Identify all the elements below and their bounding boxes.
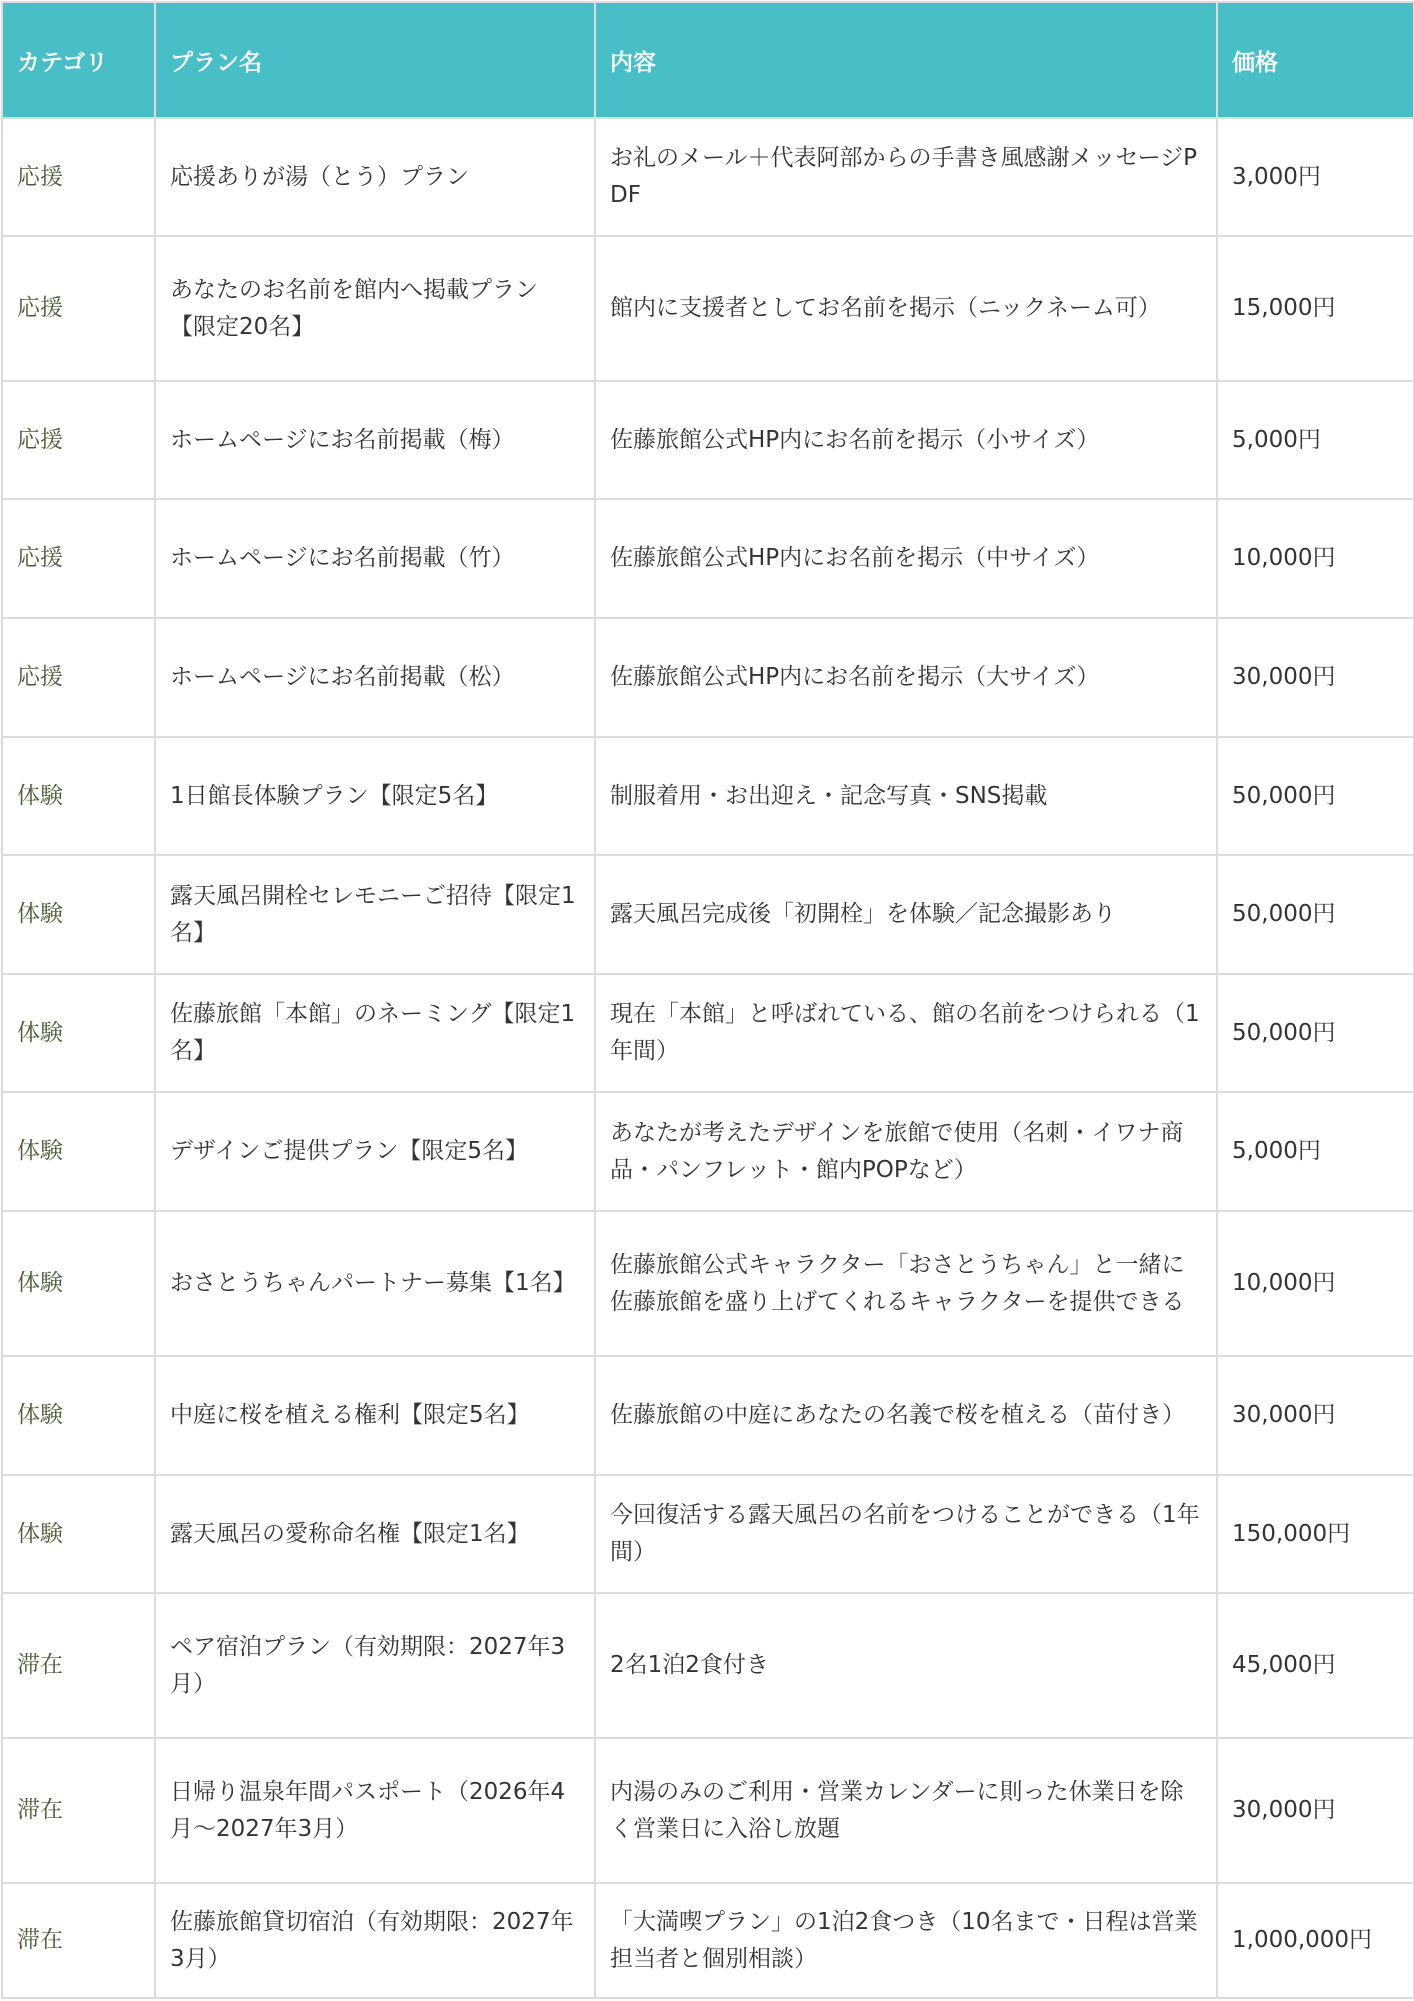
- table-row: [2, 974, 1414, 1092]
- cell-plan-name: おさとうちゃんパートナー募集【1名】: [155, 1211, 595, 1356]
- cell-category: 応援: [2, 618, 155, 737]
- cell-price: 5,000円: [1217, 1092, 1414, 1211]
- cell-category: 応援: [2, 381, 155, 499]
- cell-price: 15,000円: [1217, 236, 1414, 381]
- cell-description: 「大満喫プラン」の1泊2食つき（10名まで・日程は営業担当者と個別相談）: [595, 1883, 1217, 1998]
- table-row: [2, 737, 1414, 855]
- cell-plan-name: あなたのお名前を館内へ掲載プラン【限定20名】: [155, 236, 595, 381]
- cell-category: 体験: [2, 1475, 155, 1593]
- cell-plan-name: 佐藤旅館「本館」のネーミング【限定1名】: [155, 974, 595, 1092]
- cell-price: 10,000円: [1217, 499, 1414, 618]
- table-row: [2, 236, 1414, 381]
- table-row: [2, 1092, 1414, 1211]
- table-row: [2, 618, 1414, 737]
- cell-price: 30,000円: [1217, 1356, 1414, 1475]
- cell-plan-name: ホームページにお名前掲載（梅）: [155, 381, 595, 499]
- cell-price: 45,000円: [1217, 1593, 1414, 1738]
- cell-price: 150,000円: [1217, 1475, 1414, 1593]
- cell-price: 1,000,000円: [1217, 1883, 1414, 1998]
- cell-price: 50,000円: [1217, 737, 1414, 855]
- table-row: [2, 855, 1414, 974]
- cell-description: 佐藤旅館の中庭にあなたの名義で桜を植える（苗付き）: [595, 1356, 1217, 1475]
- cell-price: 10,000円: [1217, 1211, 1414, 1356]
- cell-plan-name: デザインご提供プラン【限定5名】: [155, 1092, 595, 1211]
- cell-plan-name: 露天風呂開栓セレモニーご招待【限定1名】: [155, 855, 595, 974]
- cell-plan-name: ホームページにお名前掲載（松）: [155, 618, 595, 737]
- cell-description: 2名1泊2食付き: [595, 1593, 1217, 1738]
- cell-category: 滞在: [2, 1593, 155, 1738]
- plans-table: [1, 1, 1414, 1999]
- table-row: [2, 1738, 1414, 1883]
- cell-category: 体験: [2, 737, 155, 855]
- header-plan-name: プラン名: [155, 2, 595, 118]
- cell-plan-name: ペア宿泊プラン（有効期限：2027年3月）: [155, 1593, 595, 1738]
- cell-description: 佐藤旅館公式HP内にお名前を掲示（大サイズ）: [595, 618, 1217, 737]
- cell-price: 3,000円: [1217, 118, 1414, 236]
- cell-description: 館内に支援者としてお名前を掲示（ニックネーム可）: [595, 236, 1217, 381]
- header-description: 内容: [595, 2, 1217, 118]
- table-row: [2, 1883, 1414, 1998]
- header-price: 価格: [1217, 2, 1414, 118]
- cell-description: あなたが考えたデザインを旅館で使用（名刺・イワナ商品・パンフレット・館内POPなど）: [595, 1092, 1217, 1211]
- cell-category: 体験: [2, 974, 155, 1092]
- table-row: [2, 1211, 1414, 1356]
- table-header-row: [2, 2, 1414, 118]
- cell-plan-name: 中庭に桜を植える権利【限定5名】: [155, 1356, 595, 1475]
- cell-description: 制服着用・お出迎え・記念写真・SNS掲載: [595, 737, 1217, 855]
- cell-description: 佐藤旅館公式HP内にお名前を掲示（中サイズ）: [595, 499, 1217, 618]
- cell-description: 佐藤旅館公式HP内にお名前を掲示（小サイズ）: [595, 381, 1217, 499]
- cell-category: 応援: [2, 118, 155, 236]
- cell-price: 30,000円: [1217, 618, 1414, 737]
- header-category: カテゴリ: [2, 2, 155, 118]
- cell-category: 応援: [2, 499, 155, 618]
- table-row: [2, 1593, 1414, 1738]
- cell-category: 応援: [2, 236, 155, 381]
- table-row: [2, 1356, 1414, 1475]
- cell-price: 50,000円: [1217, 855, 1414, 974]
- cell-description: 現在「本館」と呼ばれている、館の名前をつけられる（1年間）: [595, 974, 1217, 1092]
- table-row: [2, 499, 1414, 618]
- cell-price: 50,000円: [1217, 974, 1414, 1092]
- cell-description: 露天風呂完成後「初開栓」を体験／記念撮影あり: [595, 855, 1217, 974]
- cell-description: 内湯のみのご利用・営業カレンダーに則った休業日を除く営業日に入浴し放題: [595, 1738, 1217, 1883]
- cell-price: 5,000円: [1217, 381, 1414, 499]
- cell-plan-name: 応援ありが湯（とう）プラン: [155, 118, 595, 236]
- cell-description: 今回復活する露天風呂の名前をつけることができる（1年間）: [595, 1475, 1217, 1593]
- cell-plan-name: ホームページにお名前掲載（竹）: [155, 499, 595, 618]
- cell-category: 滞在: [2, 1738, 155, 1883]
- cell-plan-name: 露天風呂の愛称命名権【限定1名】: [155, 1475, 595, 1593]
- cell-category: 体験: [2, 1211, 155, 1356]
- cell-plan-name: 日帰り温泉年間パスポート（2026年4月〜2027年3月）: [155, 1738, 595, 1883]
- cell-plan-name: 1日館長体験プラン【限定5名】: [155, 737, 595, 855]
- table-row: [2, 381, 1414, 499]
- cell-category: 滞在: [2, 1883, 155, 1998]
- cell-category: 体験: [2, 1356, 155, 1475]
- cell-plan-name: 佐藤旅館貸切宿泊（有効期限：2027年3月）: [155, 1883, 595, 1998]
- cell-description: お礼のメール＋代表阿部からの手書き風感謝メッセージPDF: [595, 118, 1217, 236]
- cell-category: 体験: [2, 1092, 155, 1211]
- cell-price: 30,000円: [1217, 1738, 1414, 1883]
- table-row: [2, 1475, 1414, 1593]
- table-row: [2, 118, 1414, 236]
- cell-category: 体験: [2, 855, 155, 974]
- cell-description: 佐藤旅館公式キャラクター「おさとうちゃん」と一緒に佐藤旅館を盛り上げてくれるキャラクターを提供できる: [595, 1211, 1217, 1356]
